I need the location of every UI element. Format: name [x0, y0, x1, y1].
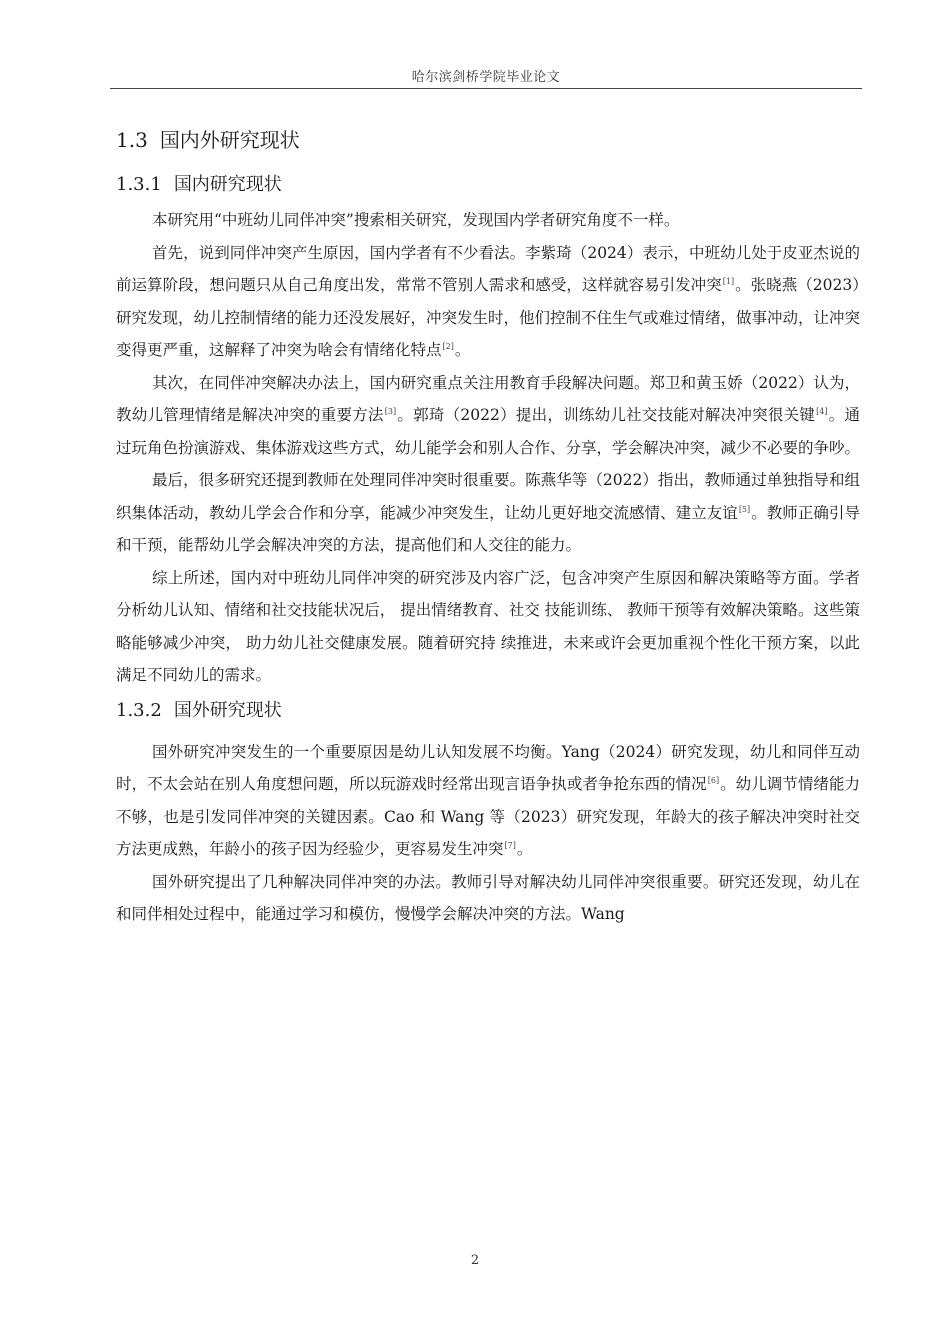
page-number: 2	[470, 1253, 480, 1268]
running-header: 哈尔滨剑桥学院毕业论文	[411, 70, 561, 85]
text-run: 。	[454, 341, 471, 359]
text-run: 国外研究冲突发生的一个重要原因是幼儿认知发展不均衡。Yang（2024）研究发现，幼儿和同伴互动时，不太会站在别人角度想问题，所以玩游戏时经常出现言语争执或者争抢东西的情况	[116, 742, 860, 793]
text-run: 。教师正确引导和干预，能帮幼儿学会解决冲突的方法，提高他们和人交往的能力。	[116, 503, 860, 554]
citation: [1]	[722, 277, 735, 286]
text-run: 首先，说到同伴冲突产生原因，国内学者有不少看法。李紫琦（2024）表示，中班幼儿处于皮亚杰说的前运算阶段，想问题只从自己角度出发，常常不管别人需求和感受，这样就容易引发冲突	[116, 243, 860, 294]
paragraph	[116, 464, 860, 562]
section-title: 国内外研究现状	[159, 128, 300, 152]
subsection-heading-foreign	[116, 696, 860, 726]
text-run: 。幼儿调节情绪能力不够，也是引发同伴冲突的关键因素。Cao 和 Wang 等（2023）研究发现，年龄大的孩子解决冲突时社交方法更成熟，年龄小的孩子因为经验少，更容易发生冲突	[116, 775, 860, 858]
page-body	[116, 124, 860, 931]
subsection-title: 国内研究现状	[173, 174, 282, 195]
section-heading	[116, 124, 860, 156]
paragraph: 综上所述，国内对中班幼儿同伴冲突的研究涉及内容广泛，包含冲突产生原因和解决策略等方面。学者分析幼儿认知、情绪和社交技能状况后， 提出情绪教育、社交 技能训练、 教师干预等有效解决策略。这些策略能够减少冲突， 助力幼儿社交健康发展。随着研究持 续推进，未来或许会更加重视个性化干预方案，以此满足不同幼儿的需求。	[116, 568, 860, 684]
paragraph: 本研究用“中班幼儿同伴冲突”搜索相关研究，发现国内学者研究角度不一样。	[152, 211, 680, 229]
header-rule	[110, 88, 862, 89]
text-run: 。	[516, 840, 533, 858]
text-run: 。郭琦（2022）提出，训练幼儿社交技能对解决冲突很关键	[397, 406, 816, 424]
text-run: 。张晓燕（2023）研究发现，幼儿控制情绪的能力还没发展好，冲突发生时，他们控制不住生气或难过情绪，做事冲动，让冲突变得更严重，这解释了冲突为啥会有情绪化特点	[116, 276, 861, 359]
paragraph	[116, 237, 860, 367]
citation: [6]	[707, 776, 720, 785]
subsection-heading-domestic	[116, 170, 860, 200]
subsection-number: 1.3.1	[116, 174, 162, 195]
citation: [4]	[816, 407, 828, 416]
subsection-title: 国外研究现状	[173, 699, 282, 721]
paragraph	[116, 736, 860, 866]
text-run: 最后，很多研究还提到教师在处理同伴冲突时很重要。陈燕华等（2022）指出，教师通过单独指导和组织集体活动，教幼儿学会合作和分享，能减少冲突发生，让幼儿更好地交流感情、建立友谊	[116, 471, 860, 522]
citation: [5]	[738, 504, 751, 514]
subsection-number: 1.3.2	[116, 699, 162, 721]
text-run: 其次，在同伴冲突解决办法上，国内研究重点关注用教育手段解决问题。郑卫和黄玉娇（2022）认为，教幼儿管理情绪是解决冲突的重要方法	[116, 373, 860, 424]
paragraph	[116, 367, 860, 465]
citation: [2]	[442, 342, 454, 351]
text-run: 。通过玩角色扮演游戏、集体游戏这些方式，幼儿能学会和别人合作、分享，学会解决冲突，减少不必要的争吵。	[116, 406, 861, 457]
citation: [3]	[384, 407, 397, 416]
paragraph: 国外研究提出了几种解决同伴冲突的办法。教师引导对解决幼儿同伴冲突很重要。研究还发现，幼儿在和同伴相处过程中，能通过学习和模仿，慢慢学会解决冲突的方法。Wang	[116, 872, 860, 923]
section-number: 1.3	[116, 128, 148, 152]
citation: [7]	[504, 841, 516, 850]
